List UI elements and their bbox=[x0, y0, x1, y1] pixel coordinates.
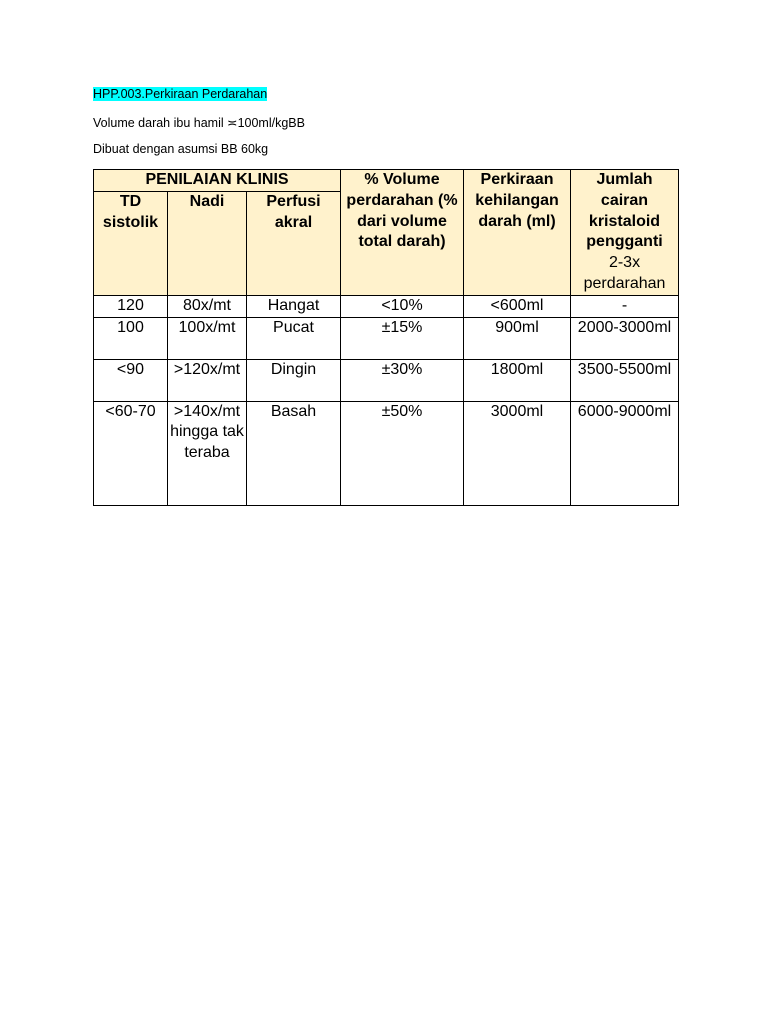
cell-estimated-loss: <600ml bbox=[464, 295, 571, 317]
cell-acral-perfusion: Basah bbox=[247, 401, 341, 505]
table-row bbox=[94, 359, 679, 401]
cell-volume-percent: <10% bbox=[341, 295, 464, 317]
header-crystalloid-note: 2-3x perdarahan bbox=[583, 254, 666, 292]
cell-crystalloid: 6000-9000ml bbox=[571, 401, 679, 505]
cell-pulse: 80x/mt bbox=[168, 295, 247, 317]
header-acral-perfusion: Perfusi akral bbox=[247, 192, 341, 295]
cell-systolic-bp: <90 bbox=[94, 359, 168, 401]
cell-volume-percent: ±15% bbox=[341, 317, 464, 359]
weight-assumption-note: Dibuat dengan asumsi BB 60kg bbox=[93, 142, 269, 156]
table-row bbox=[94, 401, 679, 505]
cell-volume-percent: ±50% bbox=[341, 401, 464, 505]
cell-pulse: 100x/mt bbox=[168, 317, 247, 359]
cell-estimated-loss: 1800ml bbox=[464, 359, 571, 401]
header-crystalloid-label: Jumlah cairan kristaloid pengganti bbox=[586, 171, 663, 251]
header-pulse: Nadi bbox=[168, 192, 247, 295]
header-blood-loss-volume-percent: % Volume perdarahan (% dari volume total darah) bbox=[341, 170, 464, 296]
cell-crystalloid: 2000-3000ml bbox=[571, 317, 679, 359]
header-systolic-bp: TD sistolik bbox=[94, 192, 168, 295]
document-title-text: HPP.003.Perkiraan Perdarahan bbox=[93, 87, 268, 101]
cell-pulse: >120x/mt bbox=[168, 359, 247, 401]
cell-estimated-loss: 3000ml bbox=[464, 401, 571, 505]
blood-volume-note: Volume darah ibu hamil ≍100ml/kgBB bbox=[93, 116, 305, 130]
hemorrhage-estimation-table bbox=[93, 169, 679, 506]
table-row bbox=[94, 295, 679, 317]
table-row bbox=[94, 317, 679, 359]
cell-pulse: >140x/mt hingga tak teraba bbox=[168, 401, 247, 505]
cell-acral-perfusion: Dingin bbox=[247, 359, 341, 401]
header-row-group bbox=[94, 170, 679, 192]
cell-acral-perfusion: Hangat bbox=[247, 295, 341, 317]
header-estimated-blood-loss: Perkiraan kehilangan darah (ml) bbox=[464, 170, 571, 296]
cell-systolic-bp: <60-70 bbox=[94, 401, 168, 505]
cell-crystalloid: 3500-5500ml bbox=[571, 359, 679, 401]
header-clinical-assessment: PENILAIAN KLINIS bbox=[94, 170, 341, 192]
cell-estimated-loss: 900ml bbox=[464, 317, 571, 359]
cell-volume-percent: ±30% bbox=[341, 359, 464, 401]
document-title bbox=[93, 87, 267, 101]
cell-crystalloid: - bbox=[571, 295, 679, 317]
header-crystalloid-replacement bbox=[571, 170, 679, 296]
cell-acral-perfusion: Pucat bbox=[247, 317, 341, 359]
cell-systolic-bp: 100 bbox=[94, 317, 168, 359]
cell-systolic-bp: 120 bbox=[94, 295, 168, 317]
